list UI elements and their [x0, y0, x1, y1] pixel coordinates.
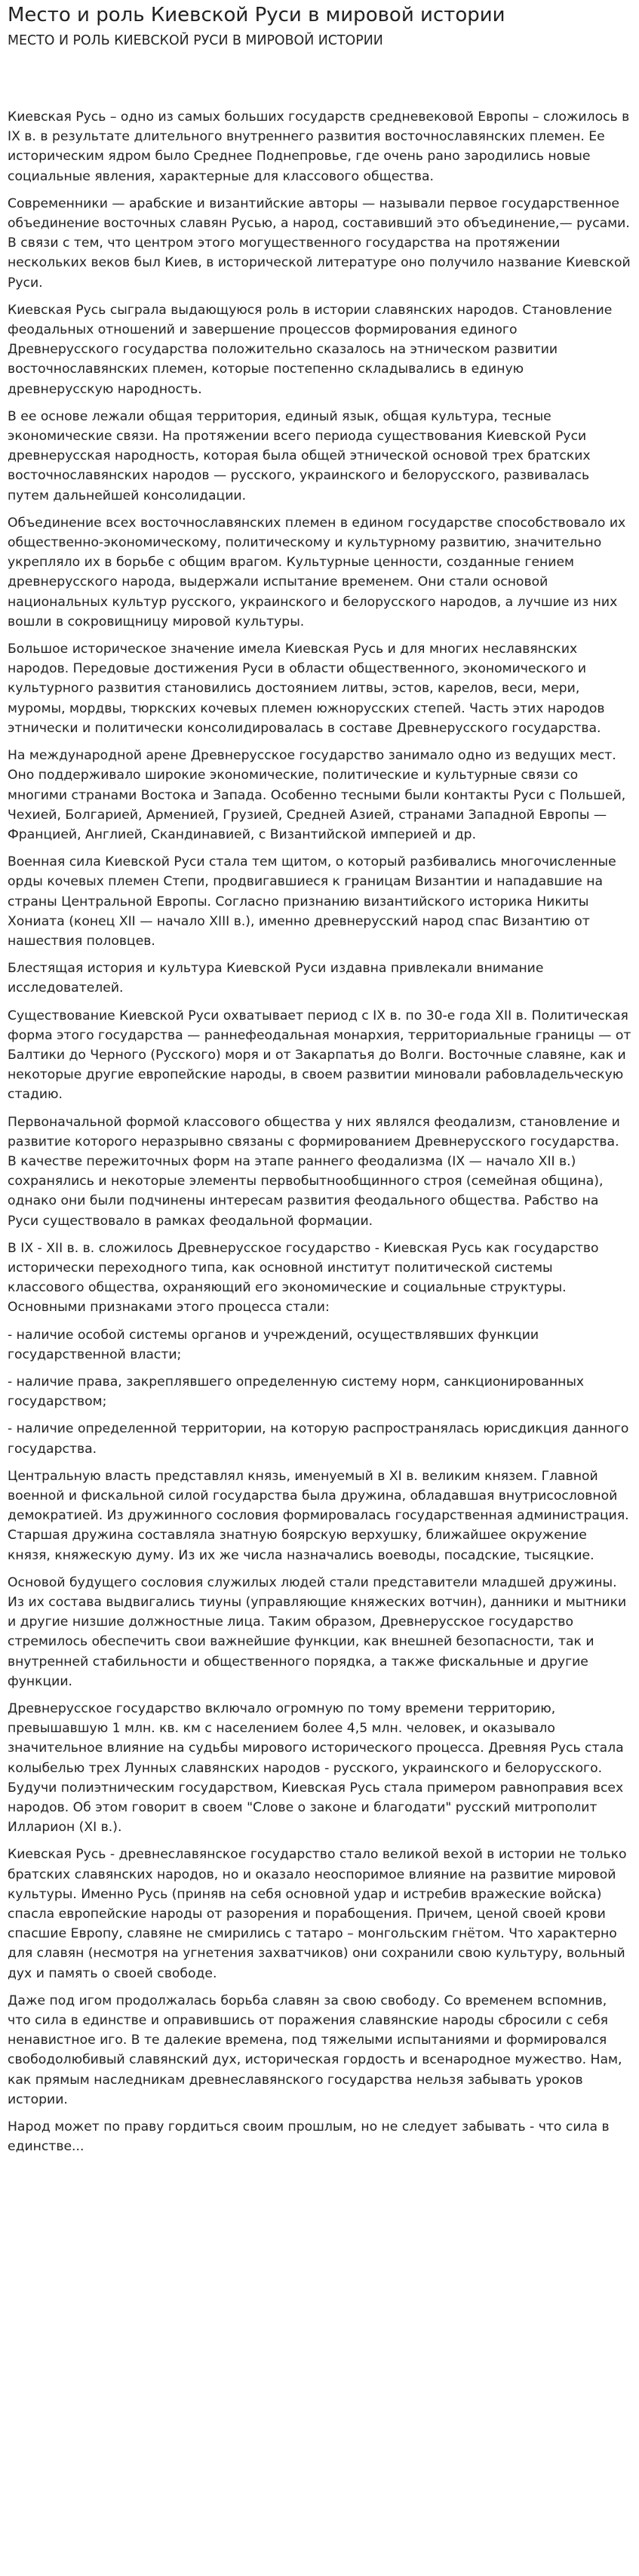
paragraph: Большое историческое значение имела Киевская Русь и для многих неславянских народов. Передовые достижения Руси в области общественного, экономического и культурного развития становились достоянием литвы, эстов, карелов, веси, мери, муромы, мордвы, тюркских кочевых племен южнорусских степей. Часть этих народов этнически и политически консолидировалась в составе Древнерусского государства.: [8, 642, 605, 736]
paragraph: Объединение всех восточнославянских племен в едином государстве способствовало их общественно-экономическому, политическому и культурному развитию, значительно укрепляло их в борьбе с общим врагом. Культурные ценности, созданные гением древнерусского народа, выдержали испытание временем. Они стали основой национальных культур русского, украинского и белорусского народов, а лучшие из них вошли в сокровищницу мировой культуры.: [8, 515, 626, 629]
paragraph: Современники — арабские и византийские авторы — называли первое государственное объединение восточных славян Русью, а народ, составивший это объединение,— русами. В связи с тем, что центром этого могущественного государства на протяжении нескольких веков был Киев, в исторической литературе оно получило название Киевской Руси.: [8, 195, 631, 291]
paragraph: Первоначальной формой классового общества у них являлся феодализм, становление и развитие которого неразрывно связаны с формированием Древнерусского государства. В качестве пережиточных форм на этапе раннего феодализма (IX — начало XII в.) сохранялись и некоторые элементы первобытнообщинного строя (семейная община), однако они были подчинены интересам развития феодального общества. Рабство на Руси существовало в рамках феодальной формации.: [8, 1114, 620, 1229]
paragraph: В ее основе лежали общая территория, единый язык, общая культура, тесные экономические связи. На протяжении всего периода существования Киевской Руси древнерусская народность, которая была общей этнической основой трех братских восточнославянских народов — русского, украинского и белорусского, развивалась путем дальнейшей консолидации.: [8, 408, 591, 503]
article-page: [0, 3, 639, 2157]
paragraph: В IX - XII в. в. сложилось Древнерусское государство - Киевская Русь как государство исторически переходного типа, как основной институт политической системы классового общества, охраняющий его экономические и социальные структуры. Основными признаками этого процесса стали:: [8, 1240, 599, 1316]
paragraph: Киевская Русь – одно из самых больших государств средневековой Европы – сложилось в IX в. в результате длительного внутреннего развития восточнославянских племен. Ее историческим ядром было Среднее Поднепровье, где очень рано зародились новые социальные явления, характерные для классового общества.: [8, 109, 630, 184]
list-item: - наличие определенной территории, на которую распространялась юрисдикция данного государства.: [8, 1421, 629, 1457]
paragraph: Военная сила Киевской Руси стала тем щитом, о который разбивались многочисленные орды кочевых племен Степи, продвигавшиеся к границам Византии и нападавшие на страны Центральной Европы. Согласно признанию византийского историка Никиты Хониата (конец XII — начало XIII в.), именно древнерусский народ спас Византию от нашествия половцев.: [8, 854, 616, 949]
article-body: [8, 107, 631, 2157]
paragraph: Существование Киевской Руси охватывает период с IX в. по 30-е года XII в. Политическая форма этого государства — раннефеодальная монархия, территориальные границы — от Балтики до Черного (Русского) моря и от Закарпатья до Волги. Восточные славяне, как и некоторые другие европейские народы, в своем развитии миновали рабовладельческую стадию.: [8, 1008, 631, 1103]
paragraph: Киевская Русь сыграла выдающуюся роль в истории славянских народов. Становление феодальных отношений и завершение процессов формирования единого Древнерусского государства положительно сказалось на этническом развитии восточнославянских племен, которые постепенно складывались в единую древнерусскую народность.: [8, 302, 613, 397]
paragraph: Древнерусское государство включало огромную по тому времени территорию, превышавшую 1 млн. кв. км с населением более 4,5 млн. человек, и оказывало значительное влияние на судьбы мирового исторического процесса. Древняя Русь стала колыбелью трех Лунных славянских народов - русского, украинского и белорусского. Будучи полиэтническим государством, Киевская Русь стала примером равноправия всех народов. Об этом говорит в своем "Слове о законе и благодати" русский митрополит Илларион (XI в.).: [8, 1701, 624, 1836]
paragraph: Центральную власть представлял князь, именуемый в XI в. великим князем. Главной военной и фискальной силой государства была дружина, обладавшая внутрисословной демократией. Из дружинного сословия формировалась государственная администрация. Старшая дружина составляла знатную боярскую верхушку, ближайшее окружение князя, княжескую думу. Из их же числа назначались воеводы, посадские, тысяцкие.: [8, 1468, 629, 1563]
list-item: - наличие особой системы органов и учреждений, осуществлявших функции государственной власти;: [8, 1327, 539, 1362]
paragraph: Даже под игом продолжалась борьба славян за свою свободу. Со временем вспомнив, что сила в единстве и оправившись от поражения славянские народы сбросили с себя ненавистное иго. В те далекие времена, под тяжелыми испытаниями и формировался свободолюбивый славянский дух, историческая гордость и всенародное мужество. Нам, как прямым наследникам древнеславянского государства нельзя забывать уроков истории.: [8, 1993, 622, 2107]
paragraph: Народ может по праву гордиться своим прошлым, но не следует забывать - что сила в единстве...: [8, 2119, 610, 2155]
article-subtitle: МЕСТО И РОЛЬ КИЕВСКОЙ РУСИ В МИРОВОЙ ИСТОРИИ: [8, 33, 383, 48]
page-title: Место и роль Киевской Руси в мировой истории: [8, 4, 505, 26]
paragraph: На международной арене Древнерусское государство занимало одно из ведущих мест. Оно поддерживало широкие экономические, политические и культурные связи со многими странами Востока и Запада. Особенно тесными были контакты Руси с Польшей, Чехией, Болгарией, Арменией, Грузией, Средней Азией, странами Западной Европы — Францией, Англией, Скандинавией, с Византийской империей и др.: [8, 748, 626, 842]
paragraph: Киевская Русь - древнеславянское государство стало великой вехой в истории не только братских славянских народов, но и оказало неоспоримое влияние на развитие мировой культуры. Именно Русь (приняв на себя основной удар и истребив вражеские войска) спасла европейские народы от разорения и порабощения. Причем, ценой своей крови спасшие Европу, славяне не смирились с татаро – монгольским гнётом. Что характерно для славян (несмотря на угнетения захватчиков) они сохранили свою культуру, вольный дух и память о своей свободе.: [8, 1847, 627, 1981]
paragraph: Блестящая история и культура Киевской Руси издавна привлекали внимание исследователей.: [8, 961, 544, 996]
paragraph: Основой будущего сословия служилых людей стали представители младшей дружины. Из их состава выдвигались тиуны (управляющие княжеских вотчин), данники и мытники и другие низшие должностные лица. Таким образом, Древнерусское государство стремилось обеспечить свои важнейшие функции, как внешней безопасности, так и внутренней стабильности и общественного порядка, а также фискальные и другие функции.: [8, 1574, 627, 1689]
list-item: - наличие права, закреплявшего определенную систему норм, санкционированных государством;: [8, 1374, 585, 1410]
